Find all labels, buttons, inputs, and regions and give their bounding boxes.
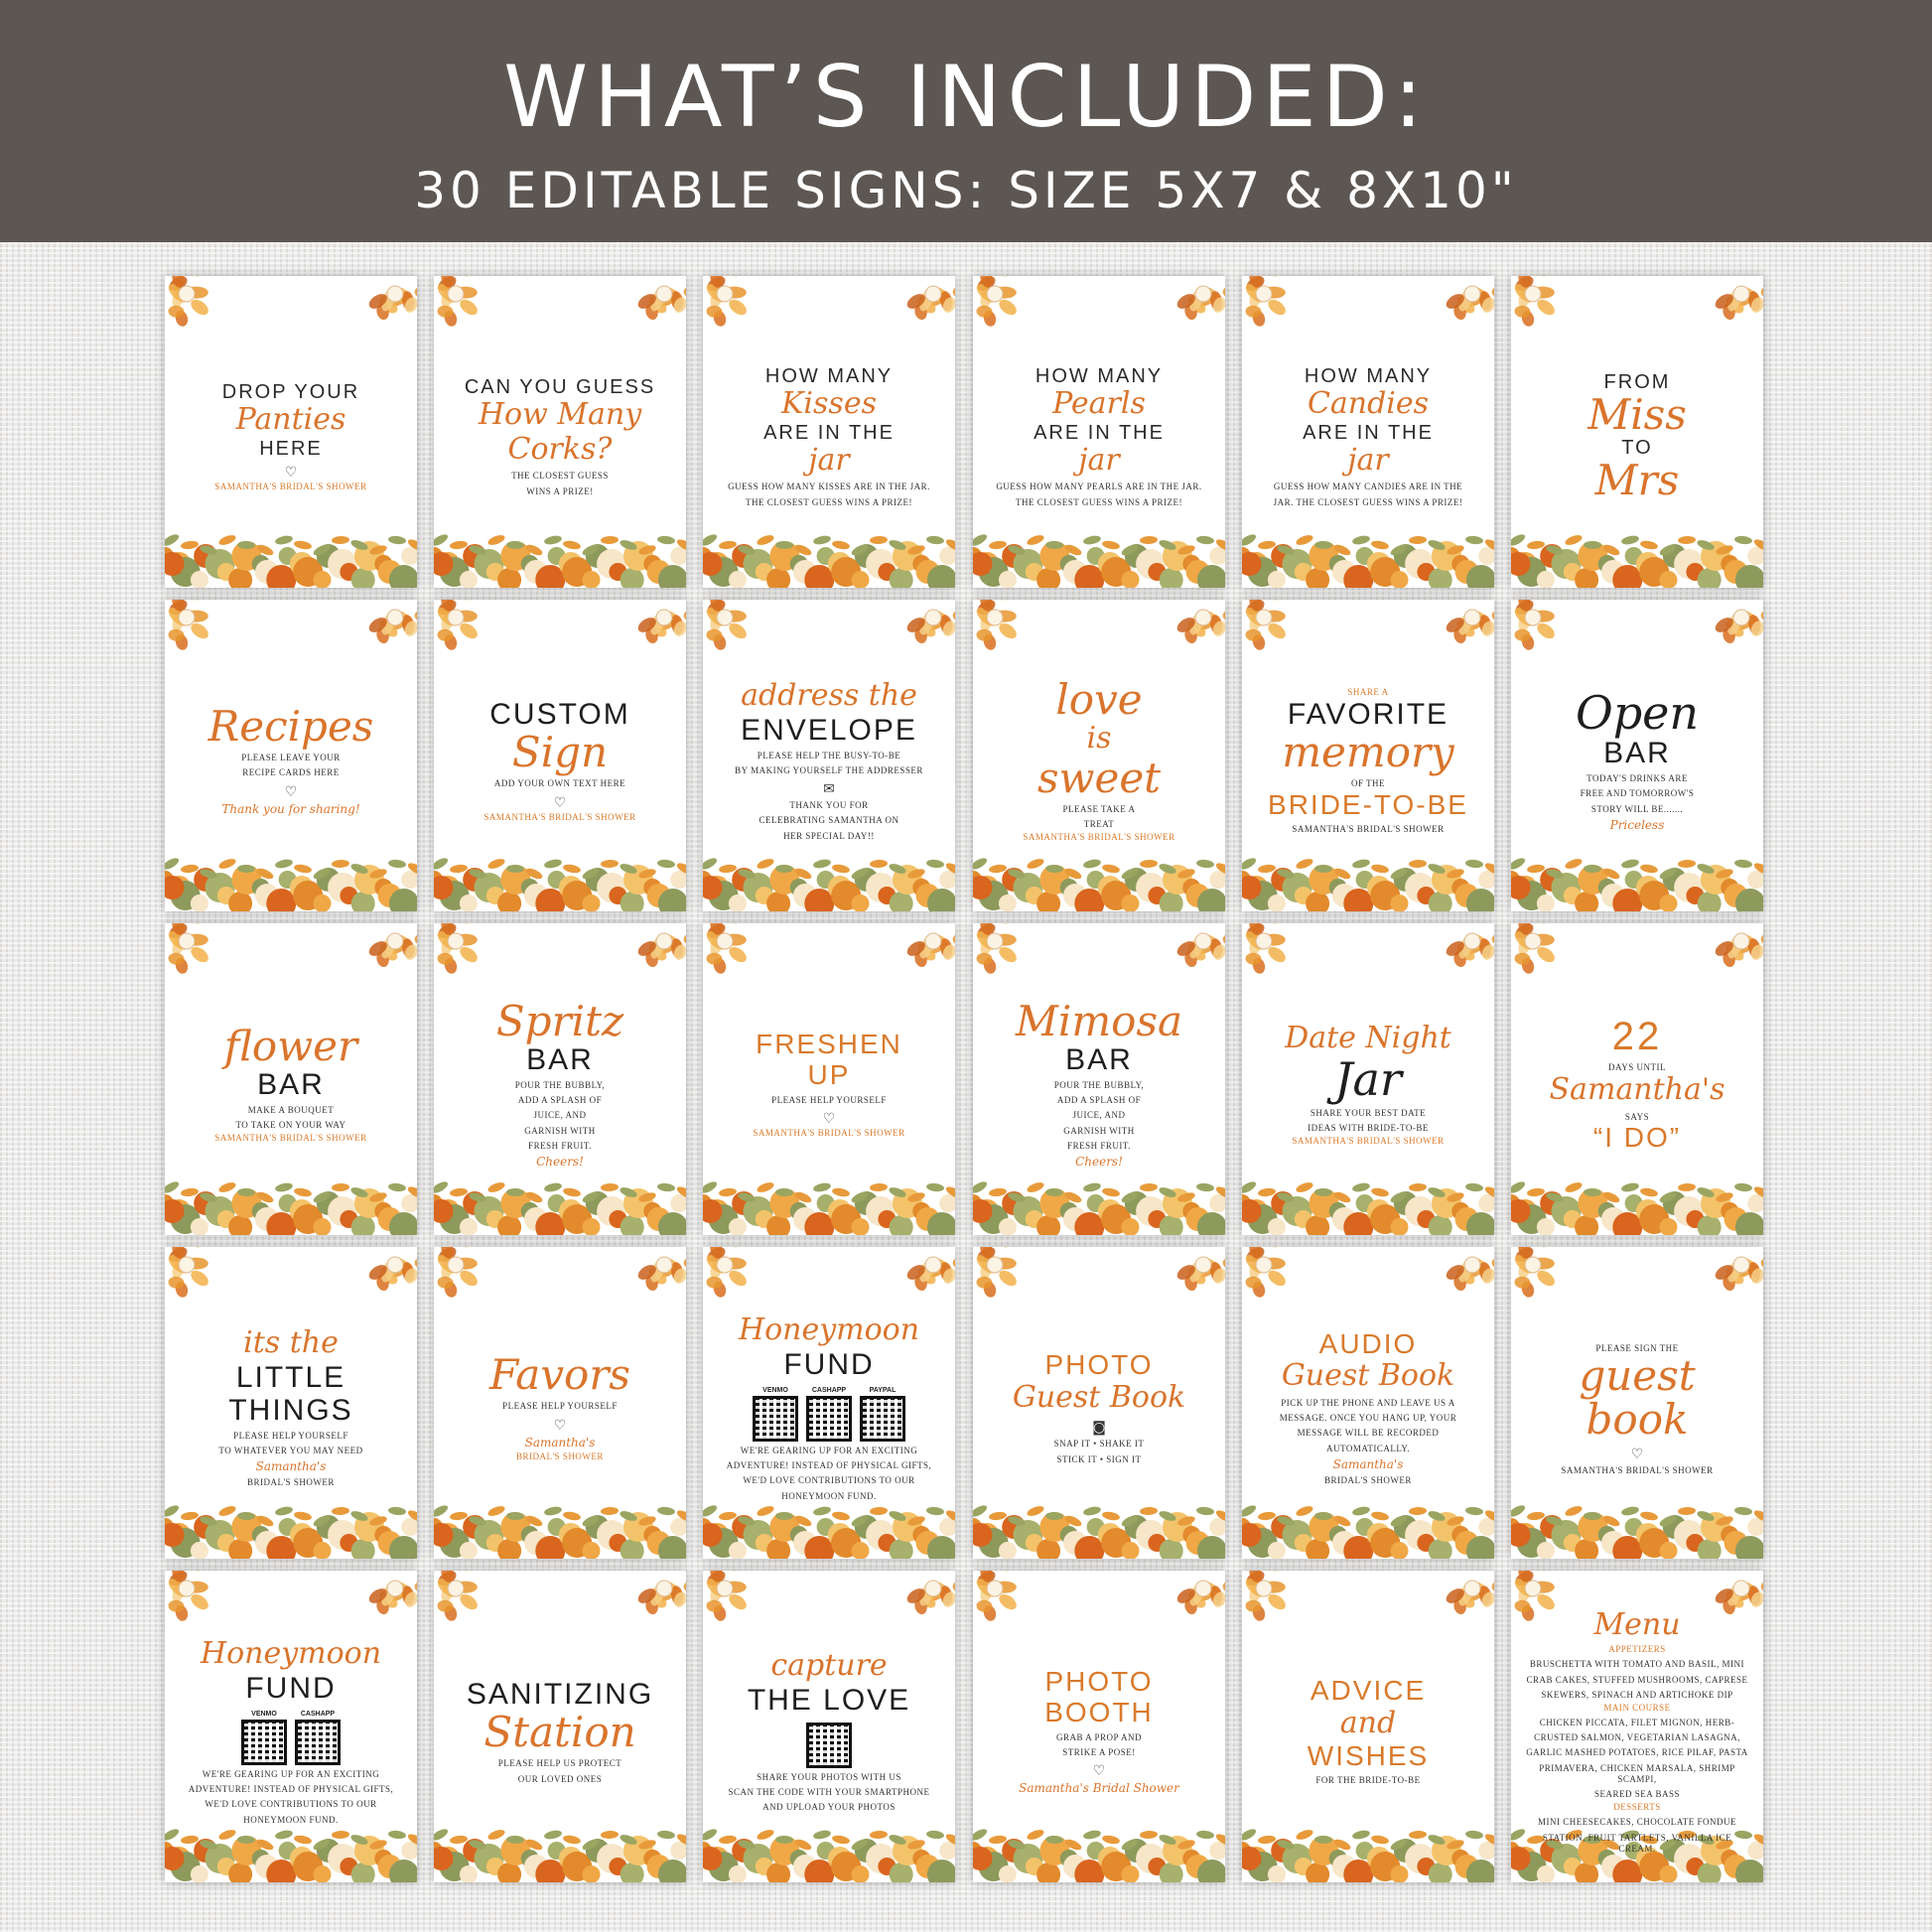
sign-line: book xyxy=(1586,1395,1689,1444)
sign-card xyxy=(434,1571,686,1882)
sign-text xyxy=(179,334,403,540)
sign-line: WE'D LOVE CONTRIBUTIONS TO OUR xyxy=(743,1475,915,1486)
sign-line: Panties xyxy=(235,402,346,438)
sign-line: SAMANTHA'S BRIDAL'S SHOWER xyxy=(1023,832,1175,843)
sign-card xyxy=(703,276,955,588)
sign-line: GUESS HOW MANY PEARLS ARE IN THE JAR. xyxy=(996,482,1202,492)
sign-line: WE'D LOVE CONTRIBUTIONS TO OUR xyxy=(205,1799,377,1810)
heart-icon: ✉ xyxy=(823,781,835,798)
sign-text xyxy=(1256,334,1480,540)
sign-line: SAMANTHA'S BRIDAL'S SHOWER xyxy=(1292,1136,1445,1147)
sign-line: FAVORITE xyxy=(1287,698,1449,732)
sign-card xyxy=(973,1247,1225,1559)
sign-card xyxy=(434,600,686,911)
sign-text xyxy=(717,1305,941,1511)
sign-line: THANK YOU FOR xyxy=(789,800,869,811)
sign-line: TO WHATEVER YOU MAY NEED xyxy=(218,1446,363,1456)
heart-icon: ♡ xyxy=(822,1110,836,1127)
sign-line: jar xyxy=(808,442,850,478)
sign-line: BRIDAL'S SHOWER xyxy=(247,1477,335,1488)
qr-label: VENMO xyxy=(762,1386,788,1394)
sign-line: TO xyxy=(1621,437,1653,459)
sign-line: APPETIZERS xyxy=(1608,1644,1666,1655)
qr-code xyxy=(860,1387,905,1442)
sign-line: jar xyxy=(1078,442,1120,478)
sign-line: Station xyxy=(483,1708,636,1757)
sign-line: THE CLOSEST GUESS xyxy=(511,471,609,482)
sign-line: FREE AND TOMORROW'S xyxy=(1580,788,1695,799)
sign-line: ARE IN THE xyxy=(1034,421,1165,444)
sign-text xyxy=(987,334,1211,540)
sign-card xyxy=(434,1247,686,1559)
sign-line: CELEBRATING SAMANTHA ON xyxy=(759,815,899,826)
sign-line: MINI CHEESECAKES, CHOCOLATE FONDUE xyxy=(1537,1817,1736,1828)
sign-line: STICK IT • SIGN IT xyxy=(1056,1453,1142,1464)
sign-line: STATION, FRUIT TARTLETS, VANILLA ICE CREAM. xyxy=(1542,1832,1732,1854)
sign-line: PLEASE HELP YOURSELF xyxy=(502,1401,618,1412)
sign-line: TO TAKE ON YOUR WAY xyxy=(235,1120,346,1131)
qr-code-row xyxy=(241,1711,341,1765)
sign-line: JUICE, AND xyxy=(533,1110,587,1121)
sign-line: WE'RE GEARING UP FOR AN EXCITING xyxy=(740,1445,918,1455)
sign-text xyxy=(1256,657,1480,864)
sign-text xyxy=(179,1628,403,1835)
sign-line: DROP YOUR xyxy=(221,381,360,404)
sign-line: CRAB CAKES, STUFFED MUSHROOMS, CAPRESE xyxy=(1526,1674,1748,1685)
sign-text xyxy=(179,657,403,864)
sign-line: How Many xyxy=(478,397,642,433)
heart-icon: ◙ xyxy=(1092,1420,1106,1437)
sign-line: DAYS UNTIL xyxy=(1608,1062,1666,1073)
sign-line: AND UPLOAD YOUR PHOTOS xyxy=(762,1802,896,1813)
sign-line: Date Night xyxy=(1285,1020,1451,1055)
sign-line: GARNISH WITH xyxy=(524,1125,596,1136)
sign-card xyxy=(1511,923,1763,1235)
sign-text xyxy=(987,657,1211,864)
sign-text xyxy=(448,657,672,864)
sign-card xyxy=(165,923,417,1235)
sign-line: Jar xyxy=(1334,1052,1402,1107)
sign-line: PRIMAVERA, CHICKEN MARSALA, SHRIMP SCAMPI, xyxy=(1539,1762,1735,1784)
sign-card xyxy=(703,923,955,1235)
sign-line: HONEYMOON FUND. xyxy=(781,1490,877,1501)
sign-line: BY MAKING YOURSELF THE ADDRESSER xyxy=(735,764,923,775)
sign-line: JAR. THE CLOSEST GUESS WINS A PRIZE! xyxy=(1273,496,1463,507)
qr-code-row xyxy=(806,1723,852,1768)
sign-line: THE CLOSEST GUESS WINS A PRIZE! xyxy=(1016,496,1182,507)
sign-line: AUTOMATICALLY. xyxy=(1325,1443,1411,1453)
sign-line: HER SPECIAL DAY!! xyxy=(783,830,875,841)
sign-line: STRIKE A POSE! xyxy=(1062,1747,1136,1758)
sign-text xyxy=(448,981,672,1187)
sign-text xyxy=(987,981,1211,1187)
sign-line: ADVICE xyxy=(1310,1675,1427,1707)
sign-line: sweet xyxy=(1036,753,1162,802)
sign-line: jar xyxy=(1347,442,1389,478)
sign-text xyxy=(717,657,941,864)
sign-line: ADVENTURE! INSTEAD OF PHYSICAL GIFTS, xyxy=(188,1784,394,1794)
sign-card xyxy=(1242,1247,1494,1559)
sign-line: PLEASE TAKE A xyxy=(1062,803,1136,814)
sign-text xyxy=(717,1628,941,1835)
sign-line: Mimosa xyxy=(1015,996,1183,1045)
sign-line: OUR LOVED ONES xyxy=(517,1773,603,1784)
sign-line: ADD YOUR OWN TEXT HERE xyxy=(493,778,626,789)
sign-line: SHARE YOUR PHOTOS WITH US xyxy=(757,1771,901,1782)
sign-card xyxy=(434,923,686,1235)
sign-line: Honeymoon xyxy=(738,1312,920,1348)
sign-line: THE CLOSEST GUESS WINS A PRIZE! xyxy=(746,496,912,507)
sign-text xyxy=(1525,1606,1749,1854)
sign-line: FRESHEN xyxy=(756,1029,902,1060)
sign-line: SCAN THE CODE WITH YOUR SMARTPHONE xyxy=(728,1787,930,1798)
sign-line: is xyxy=(1086,721,1112,757)
sign-line: its the xyxy=(243,1325,339,1361)
sign-line: Samantha's Bridal Shower xyxy=(1019,1781,1179,1796)
sign-line: ARE IN THE xyxy=(763,421,895,444)
heart-icon: ♡ xyxy=(284,464,298,481)
sign-text xyxy=(1256,981,1480,1187)
sign-line: Pearls xyxy=(1052,386,1146,422)
sign-line: Open xyxy=(1575,685,1699,740)
sign-line: SAMANTHA'S BRIDAL'S SHOWER xyxy=(1292,824,1445,835)
sign-line: BRIDAL'S SHOWER xyxy=(1324,1475,1412,1486)
sign-line: OF THE xyxy=(1350,778,1386,789)
sign-line: Menu xyxy=(1593,1606,1681,1642)
sign-line: HOW MANY xyxy=(1035,365,1164,388)
sign-line: THE LOVE xyxy=(747,1683,911,1717)
sign-line: WISHES xyxy=(1307,1739,1430,1771)
sign-line: Favors xyxy=(489,1350,630,1400)
sign-line: WINS A PRIZE! xyxy=(526,485,594,496)
sign-line: Kisses xyxy=(781,386,877,422)
qr-code xyxy=(753,1387,798,1442)
sign-card xyxy=(973,276,1225,588)
sign-text xyxy=(1256,1628,1480,1835)
sign-line: FOR THE BRIDE-TO-BE xyxy=(1315,1775,1421,1786)
sign-line: CAN YOU GUESS xyxy=(464,376,656,399)
sign-line: MESSAGE WILL BE RECORDED xyxy=(1297,1428,1440,1439)
sign-card xyxy=(1242,276,1494,588)
heart-icon: ♡ xyxy=(1630,1447,1644,1463)
sign-card xyxy=(973,923,1225,1235)
sign-line: ADD A SPLASH OF xyxy=(517,1095,603,1106)
sign-line: GARLIC MASHED POTATOES, RICE PILAF, PASTA xyxy=(1526,1747,1748,1758)
sign-line: GRAB A PROP AND xyxy=(1056,1731,1142,1742)
qr-code xyxy=(241,1711,287,1765)
qr-code-icon xyxy=(806,1396,852,1442)
sign-card xyxy=(165,1571,417,1882)
sign-line: BRIDE-TO-BE xyxy=(1268,788,1468,820)
sign-line: AUDIO xyxy=(1318,1327,1418,1359)
qr-label: VENMO xyxy=(251,1710,277,1718)
sign-line: PLEASE HELP YOURSELF xyxy=(771,1094,887,1105)
sign-line: HERE xyxy=(259,437,323,460)
sign-card xyxy=(1242,1571,1494,1882)
sign-line: Guest Book xyxy=(1012,1379,1186,1415)
sign-line: SAYS xyxy=(1624,1111,1650,1122)
sign-text xyxy=(987,1628,1211,1835)
qr-label: CASHAPP xyxy=(811,1386,847,1394)
sign-card xyxy=(973,600,1225,911)
sign-line: Samantha's xyxy=(1549,1072,1725,1108)
sign-text xyxy=(448,1628,672,1835)
sign-line: HOW MANY xyxy=(764,365,894,388)
sign-line: SHARE A xyxy=(1347,687,1389,698)
sign-line: RECIPE CARDS HERE xyxy=(242,767,340,778)
sign-text xyxy=(448,1305,672,1511)
sign-line: SNAP IT • SHAKE IT xyxy=(1053,1439,1145,1449)
sign-line: BAR xyxy=(1603,737,1671,770)
sign-line: CUSTOM xyxy=(489,698,630,732)
qr-code xyxy=(806,1387,852,1442)
sign-card xyxy=(1511,1247,1763,1559)
sign-line: MAIN COURSE xyxy=(1603,1703,1671,1714)
sign-line: FUND xyxy=(245,1671,337,1705)
sign-line: FUND xyxy=(783,1347,875,1381)
sign-line: GUESS HOW MANY KISSES ARE IN THE JAR. xyxy=(728,482,930,492)
sign-card xyxy=(1511,276,1763,588)
sign-text xyxy=(1525,334,1749,540)
sign-line: PHOTO xyxy=(1044,1349,1154,1381)
sign-line: guest xyxy=(1579,1350,1696,1400)
sign-line: Priceless xyxy=(1609,817,1665,832)
sign-line: SAMANTHA'S BRIDAL'S SHOWER xyxy=(483,811,636,822)
sign-line: Samantha's xyxy=(524,1435,596,1449)
sign-line: SHARE YOUR BEST DATE xyxy=(1310,1107,1427,1118)
heart-icon: ♡ xyxy=(553,794,567,811)
sign-card xyxy=(1511,600,1763,911)
heart-icon: ♡ xyxy=(1092,1763,1106,1780)
sign-line: GUESS HOW MANY CANDIES ARE IN THE xyxy=(1273,482,1463,492)
sign-text xyxy=(717,334,941,540)
sign-card xyxy=(1242,600,1494,911)
sign-line: UP xyxy=(807,1058,851,1090)
sign-line: SAMANTHA'S BRIDAL'S SHOWER xyxy=(1561,1465,1714,1476)
sign-card xyxy=(165,600,417,911)
sign-line: JUICE, AND xyxy=(1072,1110,1126,1121)
sign-line: GARNISH WITH xyxy=(1063,1125,1135,1136)
sign-line: SAMANTHA'S BRIDAL'S SHOWER xyxy=(214,1133,367,1144)
sign-line: Spritz xyxy=(495,996,624,1045)
sign-card xyxy=(165,1247,417,1559)
sign-line: Miss xyxy=(1587,389,1687,439)
sign-line: POUR THE BUBBLY, xyxy=(514,1079,606,1090)
sign-line: SEARED SEA BASS xyxy=(1593,1789,1681,1800)
heart-icon: ♡ xyxy=(284,783,298,800)
sign-line: Guest Book xyxy=(1281,1358,1455,1394)
sign-line: Corks? xyxy=(507,431,613,467)
sign-line: PLEASE HELP YOURSELF xyxy=(233,1430,348,1441)
sign-card xyxy=(703,600,955,911)
sign-line: capture xyxy=(770,1648,888,1684)
qr-code-row xyxy=(753,1387,905,1442)
sign-line: Thank you for sharing! xyxy=(221,801,360,816)
sign-text xyxy=(1525,981,1749,1187)
sign-line: BAR xyxy=(526,1042,594,1076)
sign-line: SAMANTHA'S BRIDAL'S SHOWER xyxy=(214,481,367,491)
sign-line: love xyxy=(1055,674,1143,724)
qr-code xyxy=(806,1723,852,1768)
sign-card xyxy=(973,1571,1225,1882)
sign-line: SAMANTHA'S BRIDAL'S SHOWER xyxy=(753,1127,905,1138)
sign-line: PICK UP THE PHONE AND LEAVE US A xyxy=(1281,1397,1455,1408)
sign-line: BRUSCHETTA WITH TOMATO AND BASIL, MINI xyxy=(1529,1659,1745,1670)
sign-line: address the xyxy=(741,678,917,714)
sign-text xyxy=(179,1305,403,1511)
sign-line: BAR xyxy=(1065,1042,1133,1076)
sign-text xyxy=(1525,1305,1749,1511)
sign-line: SANITIZING xyxy=(466,1678,654,1712)
sign-line: Samantha's xyxy=(255,1459,327,1474)
sign-text xyxy=(179,981,403,1187)
sign-line: memory xyxy=(1282,728,1454,777)
sign-line: MESSAGE. ONCE YOU HANG UP, YOUR xyxy=(1279,1413,1457,1424)
sign-line: PHOTO xyxy=(1044,1666,1154,1698)
sign-line: Samantha's xyxy=(1332,1456,1404,1471)
sign-line: FROM xyxy=(1603,370,1671,393)
sign-text xyxy=(1256,1305,1480,1511)
sign-line: CHICKEN PICCATA, FILET MIGNON, HERB- xyxy=(1539,1717,1735,1727)
sign-line: BAR xyxy=(257,1067,325,1101)
sign-line: PLEASE SIGN THE xyxy=(1595,1342,1679,1353)
sign-line: Cheers! xyxy=(536,1155,584,1170)
sign-line: FRESH FRUIT. xyxy=(1067,1140,1131,1151)
sign-line: ENVELOPE xyxy=(741,713,917,747)
sign-line: WE'RE GEARING UP FOR AN EXCITING xyxy=(202,1768,380,1779)
qr-code-icon xyxy=(806,1723,852,1768)
sign-line: CRUSTED SALMON, VEGETARIAN LASAGNA, xyxy=(1534,1732,1740,1743)
sign-line: Mrs xyxy=(1594,456,1680,504)
sign-text xyxy=(448,334,672,540)
sign-line: ADD A SPLASH OF xyxy=(1056,1095,1142,1106)
sign-text xyxy=(1525,657,1749,864)
sign-line: TREAT xyxy=(1083,818,1115,829)
sign-line: FRESH FRUIT. xyxy=(528,1140,592,1151)
page-subtitle: 30 EDITABLE SIGNS: SIZE 5X7 & 8X10" xyxy=(414,162,1518,219)
sign-line: BOOTH xyxy=(1044,1697,1154,1728)
sign-line: POUR THE BUBBLY, xyxy=(1053,1079,1145,1090)
sign-card xyxy=(703,1571,955,1882)
sign-line: ADVENTURE! INSTEAD OF PHYSICAL GIFTS, xyxy=(726,1460,932,1470)
sign-card xyxy=(703,1247,955,1559)
sign-line: STORY WILL BE....... xyxy=(1590,803,1684,814)
qr-code-icon xyxy=(753,1396,798,1442)
heart-icon: ♡ xyxy=(553,1417,567,1434)
qr-label: CASHAPP xyxy=(300,1710,336,1718)
sign-line: SKEWERS, SPINACH AND ARTICHOKE DIP xyxy=(1541,1689,1733,1700)
sign-line: BRIDAL'S SHOWER xyxy=(516,1450,604,1461)
sign-line: and xyxy=(1339,1706,1397,1741)
sign-line: TODAY'S DRINKS ARE xyxy=(1587,773,1688,784)
sign-card xyxy=(165,276,417,588)
sign-line: flower xyxy=(223,1021,358,1070)
qr-code-icon xyxy=(295,1720,341,1765)
sign-card xyxy=(1242,923,1494,1235)
sign-card xyxy=(1511,1571,1763,1882)
sign-line: PLEASE HELP THE BUSY-TO-BE xyxy=(757,750,901,760)
sign-line: DESSERTS xyxy=(1613,1802,1661,1813)
sign-line: MAKE A BOUQUET xyxy=(247,1104,335,1115)
sign-line: IDEAS WITH BRIDE-TO-BE xyxy=(1308,1122,1429,1133)
sign-line: PLEASE HELP US PROTECT xyxy=(497,1758,622,1769)
sign-line: Candies xyxy=(1307,386,1430,422)
sign-line: LITTLE xyxy=(235,1360,346,1394)
sign-line: THINGS xyxy=(228,1393,353,1427)
sign-line: Sign xyxy=(511,728,609,777)
sign-line: HONEYMOON FUND. xyxy=(243,1814,339,1825)
sign-card xyxy=(434,276,686,588)
sign-line: Recipes xyxy=(207,702,374,752)
sign-line: Honeymoon xyxy=(200,1636,382,1672)
qr-label: PAYPAL xyxy=(869,1386,897,1394)
qr-code-icon xyxy=(860,1396,905,1442)
page-title: WHAT’S INCLUDED: xyxy=(503,48,1429,147)
qr-code-icon xyxy=(241,1720,287,1765)
sign-text xyxy=(717,981,941,1187)
sign-text xyxy=(987,1305,1211,1511)
sign-line: ARE IN THE xyxy=(1303,421,1434,444)
sign-line: PLEASE LEAVE YOUR xyxy=(241,753,341,763)
sign-line: “I DO” xyxy=(1592,1122,1682,1154)
qr-code xyxy=(295,1711,341,1765)
sign-line: HOW MANY xyxy=(1304,365,1433,388)
sign-line: 22 xyxy=(1611,1015,1663,1059)
sign-line: Cheers! xyxy=(1075,1155,1123,1170)
